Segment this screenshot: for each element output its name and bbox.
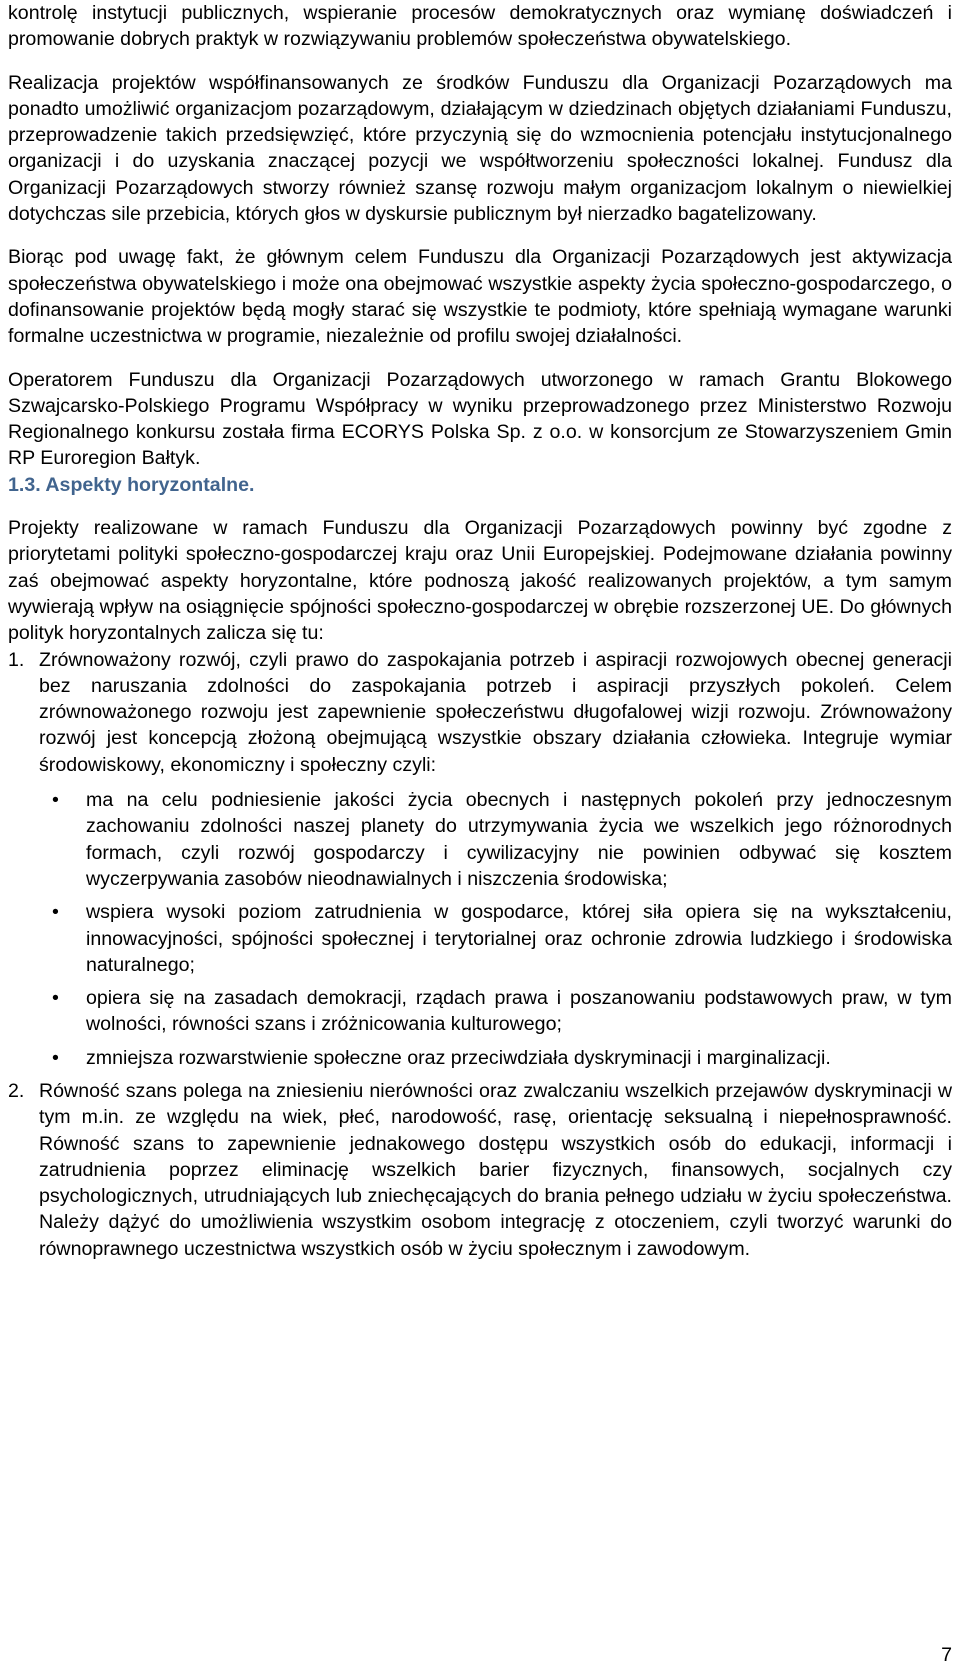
bullet-text: zmniejsza rozwarstwienie społeczne oraz przeciwdziała dyskryminacji i marginalizacji. [86, 1046, 831, 1069]
bullet-text: ma na celu podniesienie jakości życia obecnych i następnych pokoleń przy jednoczesnym zachowaniu zdolności naszej planety do utrzymywania życia we wszelkich jego różnorodnych formach, czyli rozwój gospodarczy i cywilizacyjny nie powinien odbywać się kosztem wyczerpywania zasobów nieodnawialnych i niszczenia środowiska; [86, 789, 952, 890]
paragraph: Operatorem Funduszu dla Organizacji Pozarządowych utworzonego w ramach Grantu Blokowego Szwajcarsko-Polskiego Programu Współpracy w wyniku przeprowadzonego przez Ministerstwo Rozwoju Regionalnego konkursu została firma ECORYS Polska Sp. z o.o. w konsorcjum ze Stowarzyszeniem Gmin RP Euroregion Bałtyk. [8, 368, 952, 470]
page-number: 7 [941, 1644, 952, 1666]
horizontal-policies-list [8, 647, 952, 1263]
list-item-text: Równość szans polega na zniesieniu nierówności oraz zwalczaniu wszelkich przejawów dyskryminacji w tym m.in. ze względu na wiek, płeć, narodowość, rasę, orientację seksualną i niepełnosprawność. Równość szans to zapewnienie jednakowego dostępu wszystkich osób do edukacji, informacji i zatrudnienia poprzez eliminację wszelkich barier fizycznych, finansowych, socjalnych czy psychologicznych, utrudniających lub zniechęcających do brania pełnego udziału w życiu społeczeństwa. Należy dążyć do umożliwienia wszystkim osobom integrację z otoczeniem, czyli tworzyć warunki do równoprawnego uczestnictwa wszystkich osób w życiu społecznym i zawodowym. [39, 1079, 952, 1260]
paragraph: kontrolę instytucji publicznych, wspieranie procesów demokratycznych oraz wymianę doświadczeń i promowanie dobrych praktyk w rozwiązywaniu problemów społeczeństwa obywatelskiego. [8, 2, 952, 51]
section-heading: 1.3. Aspekty horyzontalne. [8, 473, 255, 496]
paragraph: Projekty realizowane w ramach Funduszu dla Organizacji Pozarządowych powinny być zgodne z priorytetami polityki społeczno-gospodarczej kraju oraz Unii Europejskiej. Podejmowane działania powinny zaś obejmować aspekty horyzontalne, które podnoszą jakość realizowanych projektów, a tym samym wywierają wpływ na osiągnięcie spójności społeczno-gospodarczej w obrębie rozszerzonej UE. Do głównych polityk horyzontalnych zalicza się tu: [8, 517, 952, 645]
bullet-item [39, 899, 952, 978]
bullet-item [39, 1045, 952, 1071]
list-number: 1. [8, 648, 25, 671]
bullet-item [39, 985, 952, 1038]
document-page [8, 0, 952, 1262]
bullet-item [39, 787, 952, 892]
bullet-icon: • [52, 789, 59, 812]
list-number: 2. [8, 1079, 25, 1102]
list-item [8, 1078, 952, 1262]
bullet-text: opiera się na zasadach demokracji, rządach prawa i poszanowaniu podstawowych praw, w tym wolności, równości szans i zróżnicowania kulturowego; [86, 987, 952, 1036]
bullet-list [39, 787, 952, 1071]
list-item-text: Zrównoważony rozwój, czyli prawo do zaspokajania potrzeb i aspiracji rozwojowych obecnej generacji bez naruszania zdolności do zaspokajania potrzeb i aspiracji przyszłych pokoleń. Celem zrównoważonego rozwoju jest zapewnienie społeczeństwu długofalowej wizji rozwoju. Zrównoważony rozwój jest koncepcją złożoną obejmującą wszystkie obszary działania człowieka. Integruje wymiar środowiskowy, ekonomiczny i społeczny czyli: [39, 648, 952, 776]
bullet-icon: • [52, 987, 59, 1010]
list-item [8, 647, 952, 1071]
paragraph: Biorąc pod uwagę fakt, że głównym celem Funduszu dla Organizacji Pozarządowych jest aktywizacja społeczeństwa obywatelskiego i może ona obejmować wszystkie aspekty życia społeczno-gospodarczego, o dofinansowanie projektów będą mogły starać się wszystkie te podmioty, które spełniają wymagane warunki formalne uczestnictwa w programie, niezależnie od profilu swojej działalności. [8, 246, 952, 348]
bullet-icon: • [52, 901, 59, 924]
bullet-icon: • [52, 1046, 59, 1069]
paragraph: Realizacja projektów współfinansowanych ze środków Funduszu dla Organizacji Pozarządowych ma ponadto umożliwić organizacjom pozarządowym, działającym w dziedzinach objętych działaniami Funduszu, przeprowadzenie takich przedsięwzięć, które przyczynią się do wzmocnienia potencjału instytucjonalnego organizacji i do uzyskania znaczącej pozycji we współtworzeniu społeczności lokalnej. Fundusz dla Organizacji Pozarządowych stworzy również szansę rozwoju małym organizacjom lokalnym o niewielkiej dotychczas sile przebicia, których głos w dyskursie publicznym był nierzadko bagatelizowany. [8, 71, 952, 226]
bullet-text: wspiera wysoki poziom zatrudnienia w gospodarce, której siła opiera się na wykształceniu, innowacyjności, spójności społecznej i terytorialnej oraz ochronie zdrowia ludzkiego i środowiska naturalnego; [86, 901, 952, 976]
